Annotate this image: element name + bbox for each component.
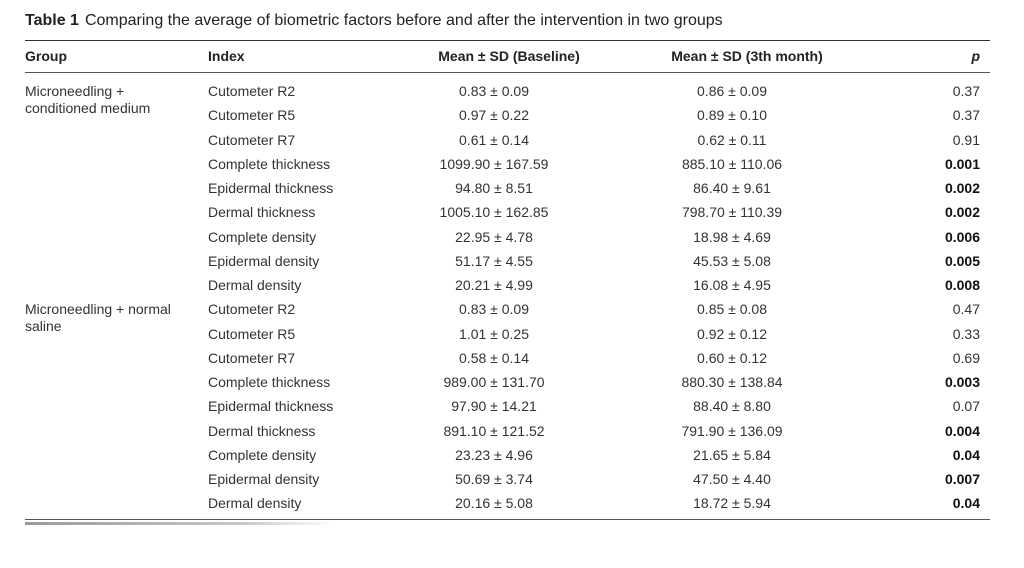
cell-index: Epidermal thickness [208, 180, 334, 196]
cell-month3: 880.30 ± 138.84 [681, 374, 783, 390]
table-shadow-rule [25, 522, 335, 525]
cell-baseline: 0.58 ± 0.14 [459, 349, 529, 366]
cell-baseline: 94.80 ± 8.51 [455, 180, 533, 196]
cell-month3: 88.40 ± 8.80 [693, 398, 771, 415]
cell-index: Epidermal thickness [208, 398, 334, 415]
cell-index: Complete density [208, 446, 317, 463]
cell-p: 0.47 [952, 301, 980, 318]
cell-p: 0.006 [944, 228, 980, 245]
table-caption-text: Comparing the average of biometric factors before and after the intervention in two groups [84, 12, 723, 29]
cell-month3: 0.62 ± 0.11 [697, 131, 767, 148]
cell-month3: 0.60 ± 0.12 [697, 349, 767, 366]
cell-p: 0.37 [952, 107, 980, 124]
cell-baseline: 1.01 ± 0.25 [459, 325, 529, 342]
cell-p: 0.91 [952, 131, 980, 148]
cell-index: Dermal density [208, 495, 302, 512]
cell-index: Dermal thickness [208, 422, 316, 439]
cell-baseline: 0.83 ± 0.09 [459, 83, 529, 99]
cell-index: Cutometer R5 [208, 325, 296, 342]
cell-p: 0.004 [944, 422, 980, 439]
cell-baseline: 0.61 ± 0.14 [459, 131, 529, 148]
cell-p: 0.37 [952, 83, 980, 99]
header-index: Index [208, 48, 245, 64]
cell-p: 0.07 [952, 398, 980, 415]
cell-month3: 21.65 ± 5.84 [693, 446, 771, 463]
cell-index: Cutometer R7 [208, 349, 296, 366]
header-month3: Mean ± SD (3th month) [671, 48, 823, 64]
cell-p: 0.008 [944, 277, 980, 293]
cell-month3: 0.86 ± 0.09 [697, 83, 767, 99]
cell-month3: 0.85 ± 0.08 [697, 301, 767, 318]
cell-index: Dermal density [208, 277, 302, 293]
cell-baseline: 0.97 ± 0.22 [459, 107, 529, 124]
cell-p: 0.69 [952, 349, 980, 366]
header-group: Group [25, 48, 67, 64]
cell-index: Cutometer R5 [208, 107, 296, 124]
cell-p: 0.002 [944, 180, 980, 196]
group-label: Microneedling + normal saline [25, 301, 171, 335]
cell-p: 0.001 [944, 155, 980, 172]
cell-month3: 47.50 ± 4.40 [693, 471, 771, 487]
cell-baseline: 1099.90 ± 167.59 [439, 155, 549, 172]
cell-index: Epidermal density [208, 471, 320, 487]
table-bottom-rule [25, 519, 990, 520]
cell-baseline: 97.90 ± 14.21 [451, 398, 537, 415]
cell-month3: 18.98 ± 4.69 [693, 228, 771, 245]
header-p: p [971, 48, 980, 64]
header-baseline: Mean ± SD (Baseline) [438, 48, 580, 64]
cell-month3: 798.70 ± 110.39 [681, 204, 783, 221]
cell-index: Complete thickness [208, 155, 331, 172]
cell-baseline: 23.23 ± 4.96 [455, 446, 533, 463]
cell-baseline: 0.83 ± 0.09 [459, 301, 529, 318]
cell-p: 0.04 [952, 446, 980, 463]
cell-index: Cutometer R7 [208, 131, 296, 148]
table-top-rule [25, 40, 990, 41]
cell-month3: 16.08 ± 4.95 [693, 277, 771, 293]
cell-index: Cutometer R2 [208, 301, 296, 318]
group-label: Microneedling + conditioned medium [25, 83, 151, 116]
cell-index: Complete density [208, 228, 317, 245]
table-header-rule [25, 72, 990, 73]
cell-index: Cutometer R2 [208, 83, 296, 99]
cell-month3: 791.90 ± 136.09 [681, 422, 783, 439]
cell-month3: 86.40 ± 9.61 [693, 180, 771, 196]
cell-baseline: 20.21 ± 4.99 [455, 277, 533, 293]
cell-baseline: 20.16 ± 5.08 [455, 495, 533, 512]
cell-p: 0.005 [944, 252, 980, 269]
cell-baseline: 51.17 ± 4.55 [455, 252, 533, 269]
table-caption [25, 12, 723, 30]
cell-baseline: 22.95 ± 4.78 [455, 228, 533, 245]
cell-p: 0.04 [952, 495, 980, 512]
cell-index: Complete thickness [208, 374, 331, 390]
cell-month3: 0.89 ± 0.10 [697, 107, 767, 124]
cell-index: Dermal thickness [208, 204, 316, 221]
cell-p: 0.002 [944, 204, 980, 221]
cell-month3: 885.10 ± 110.06 [681, 155, 783, 172]
cell-p: 0.003 [944, 374, 980, 390]
cell-month3: 18.72 ± 5.94 [693, 495, 771, 512]
cell-p: 0.33 [952, 325, 980, 342]
cell-baseline: 1005.10 ± 162.85 [439, 204, 549, 221]
cell-baseline: 989.00 ± 131.70 [443, 374, 545, 390]
cell-month3: 45.53 ± 5.08 [693, 252, 771, 269]
cell-baseline: 50.69 ± 3.74 [455, 471, 533, 487]
cell-p: 0.007 [944, 471, 980, 487]
cell-baseline: 891.10 ± 121.52 [443, 422, 545, 439]
cell-month3: 0.92 ± 0.12 [697, 325, 767, 342]
cell-index: Epidermal density [208, 252, 320, 269]
table-caption-label: Table 1 [25, 12, 79, 29]
